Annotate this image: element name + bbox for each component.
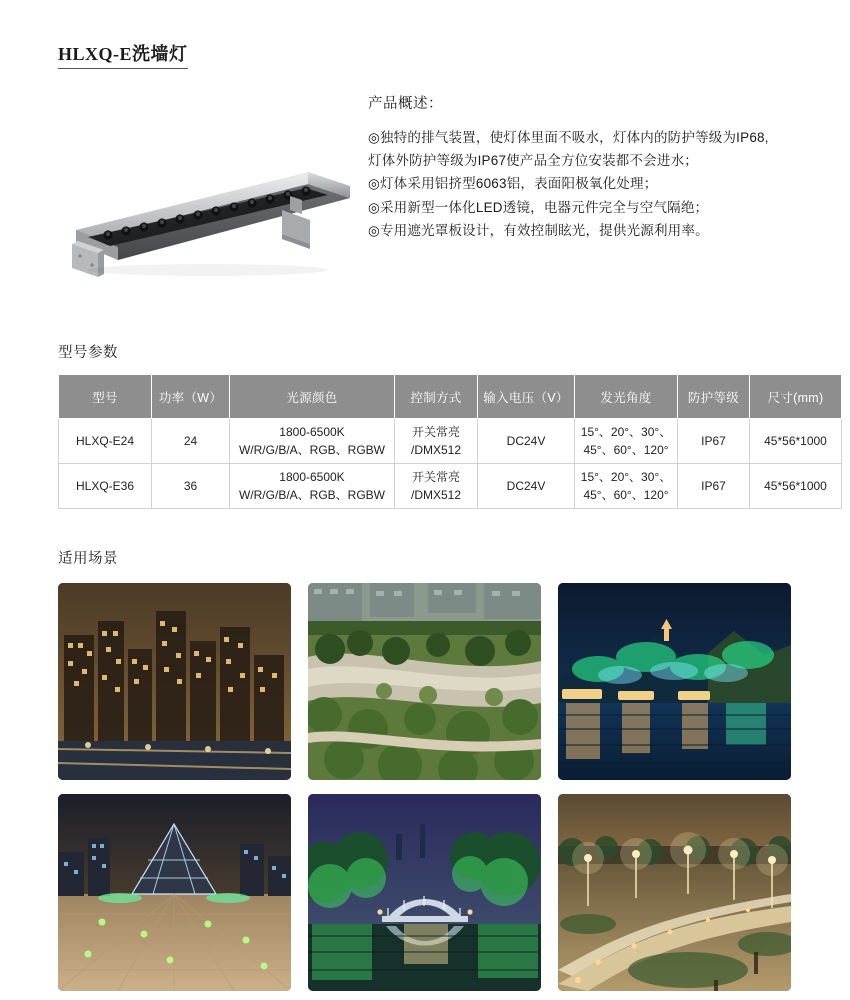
- cell-size: 45*56*1000: [750, 464, 842, 509]
- cell-beam-angle: [575, 419, 678, 464]
- cell-beam-angle: [575, 464, 678, 509]
- col-beam-angle: 发光角度: [575, 375, 678, 419]
- cell-light-color: [230, 464, 395, 509]
- cell-beam-angle-line1: 15°、20°、30°、: [580, 425, 672, 439]
- spec-table-header-row: [59, 375, 842, 419]
- cell-control-mode: [395, 464, 478, 509]
- overview-line-3: ◎灯体采用铝挤型6063铝，表面阳极氧化处理；: [368, 176, 658, 192]
- overview-line-1: ◎独特的排气装置，使灯体里面不吸水，灯体内的防护等级为IP68,: [368, 130, 769, 145]
- overview-line-4: ◎采用新型一体化LED透镜，电器元件完全与空气隔绝；: [368, 199, 709, 215]
- page-title: HLXQ-E洗墙灯: [58, 40, 188, 69]
- cell-input-voltage: DC24V: [478, 464, 575, 509]
- scene-gallery: [58, 583, 791, 991]
- cell-model: HLXQ-E36: [59, 464, 152, 509]
- col-power: 功率（W）: [152, 375, 230, 419]
- cell-input-voltage: DC24V: [478, 419, 575, 464]
- scene-city-plaza-pyramid-night: [58, 794, 291, 991]
- col-model: 型号: [59, 375, 152, 419]
- cell-light-color-line1: 1800-6500K: [279, 470, 345, 484]
- spec-table: [58, 374, 842, 509]
- scene-riverside-cliff-blue-lighting: [558, 583, 791, 780]
- overview-heading: 产品概述：: [368, 96, 443, 112]
- cell-light-color: [230, 419, 395, 464]
- col-ip-rating: 防护等级: [678, 375, 750, 419]
- scene-arch-bridge-green-trees: [308, 794, 541, 991]
- table-row: [59, 419, 842, 464]
- section-heading-scenes: 适用场景: [58, 551, 118, 567]
- cell-size: 45*56*1000: [750, 419, 842, 464]
- cell-control-line2: /DMX512: [410, 488, 462, 502]
- scene-park-walkway-warm-lights: [558, 794, 791, 991]
- section-heading-parameters: 型号参数: [58, 345, 118, 361]
- cell-control-mode: [395, 419, 478, 464]
- cell-beam-angle-line2: 45°、60°、120°: [583, 488, 669, 502]
- table-row: [59, 464, 842, 509]
- cell-control-line1: 开关常亮: [411, 470, 460, 484]
- hero-section: [58, 92, 798, 292]
- overview-line-2: 灯体外防护等级为IP67使产品全方位安装都不会进水；: [368, 153, 698, 169]
- cell-ip-rating: IP67: [678, 464, 750, 509]
- col-control-mode: 控制方式: [395, 375, 478, 419]
- scene-garden-landscape-daylight: [308, 583, 541, 780]
- cell-model: HLXQ-E24: [59, 419, 152, 464]
- cell-light-color-line2: W/R/G/B/A、RGB、RGBW: [238, 488, 385, 502]
- cell-beam-angle-line2: 45°、60°、120°: [583, 443, 669, 457]
- spec-table-wrapper: [58, 374, 827, 509]
- product-overview: [368, 92, 798, 242]
- cell-power: 36: [152, 464, 230, 509]
- cell-ip-rating: IP67: [678, 419, 750, 464]
- col-light-color: 光源颜色: [230, 375, 395, 419]
- cell-control-line2: /DMX512: [410, 443, 462, 457]
- scene-residential-towers-night: [58, 583, 291, 780]
- cell-light-color-line2: W/R/G/B/A、RGB、RGBW: [238, 443, 385, 457]
- overview-line-5: ◎专用遮光罩板设计，有效控制眩光，提供光源利用率。: [368, 222, 709, 238]
- cell-power: 24: [152, 419, 230, 464]
- cell-control-line1: 开关常亮: [411, 425, 460, 439]
- cell-light-color-line1: 1800-6500K: [279, 425, 345, 439]
- cell-beam-angle-line1: 15°、20°、30°、: [580, 470, 672, 484]
- product-image-wall-washer: [58, 92, 358, 282]
- col-size: 尺寸(mm): [750, 375, 842, 419]
- col-input-voltage: 输入电压（V）: [478, 375, 575, 419]
